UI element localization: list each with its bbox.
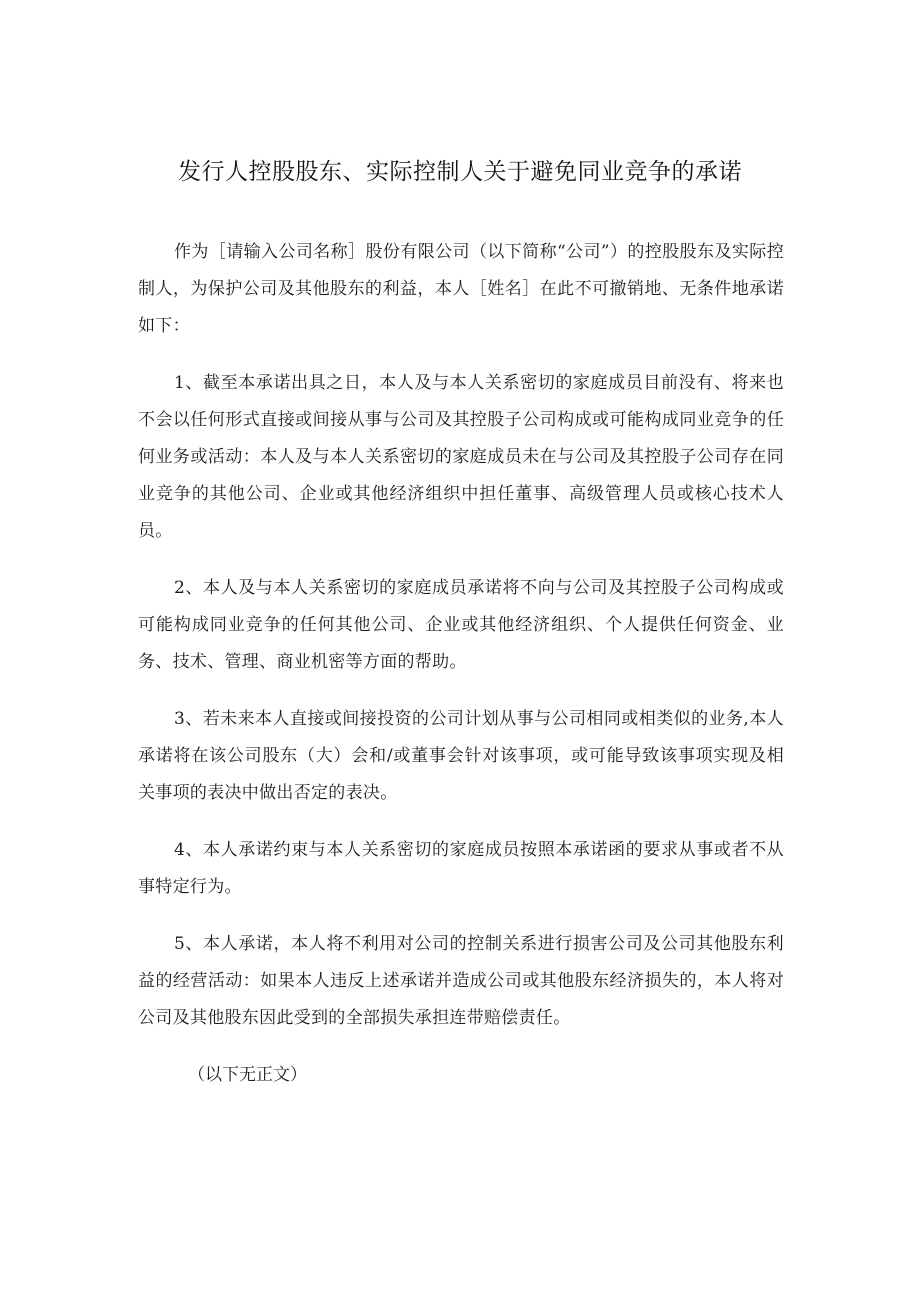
clause-4: 4、本人承诺约束与本人关系密切的家庭成员按照本承诺函的要求从事或者不从事特定行为。 (138, 840, 784, 897)
clause-3: 3、若未来本人直接或间接投资的公司计划从事与公司相同或相类似的业务,本人承诺将在该公司股东（大）会和/或董事会针对该事项，或可能导致该事项实现及相关事项的表决中做出否定的表决。 (138, 709, 784, 803)
document-body (138, 234, 784, 1094)
end-note: （以下无正文） (188, 1065, 307, 1085)
clause-5: 5、本人承诺，本人将不利用对公司的控制关系进行损害公司及公司其他股东利益的经营活动：如果本人违反上述承诺并造成公司或其他股东经济损失的，本人将对公司及其他股东因此受到的全部损失承担连带赔偿责任。 (138, 934, 784, 1028)
intro-paragraph: 作为［请输入公司名称］股份有限公司（以下简称“公司”）的控股股东及实际控制人，为保护公司及其他股东的利益，本人［姓名］在此不可撤销地、无条件地承诺如下： (138, 242, 784, 336)
clause-1: 1、截至本承诺出具之日，本人及与本人关系密切的家庭成员目前没有、将来也不会以任何形式直接或间接从事与公司及其控股子公司构成或可能构成同业竞争的任何业务或活动：本人及与本人关系密切的家庭成员未在与公司及其控股子公司存在同业竞争的其他公司、企业或其他经济组织中担任董事、高级管理人员或核心技术人员。 (138, 373, 784, 541)
clause-2: 2、本人及与本人关系密切的家庭成员承诺将不向与公司及其控股子公司构成或可能构成同业竞争的任何其他公司、企业或其他经济组织、个人提供任何资金、业务、技术、管理、商业机密等方面的帮助。 (138, 578, 784, 672)
document-title: 发行人控股股东、实际控制人关于避免同业竞争的承诺 (178, 159, 742, 185)
